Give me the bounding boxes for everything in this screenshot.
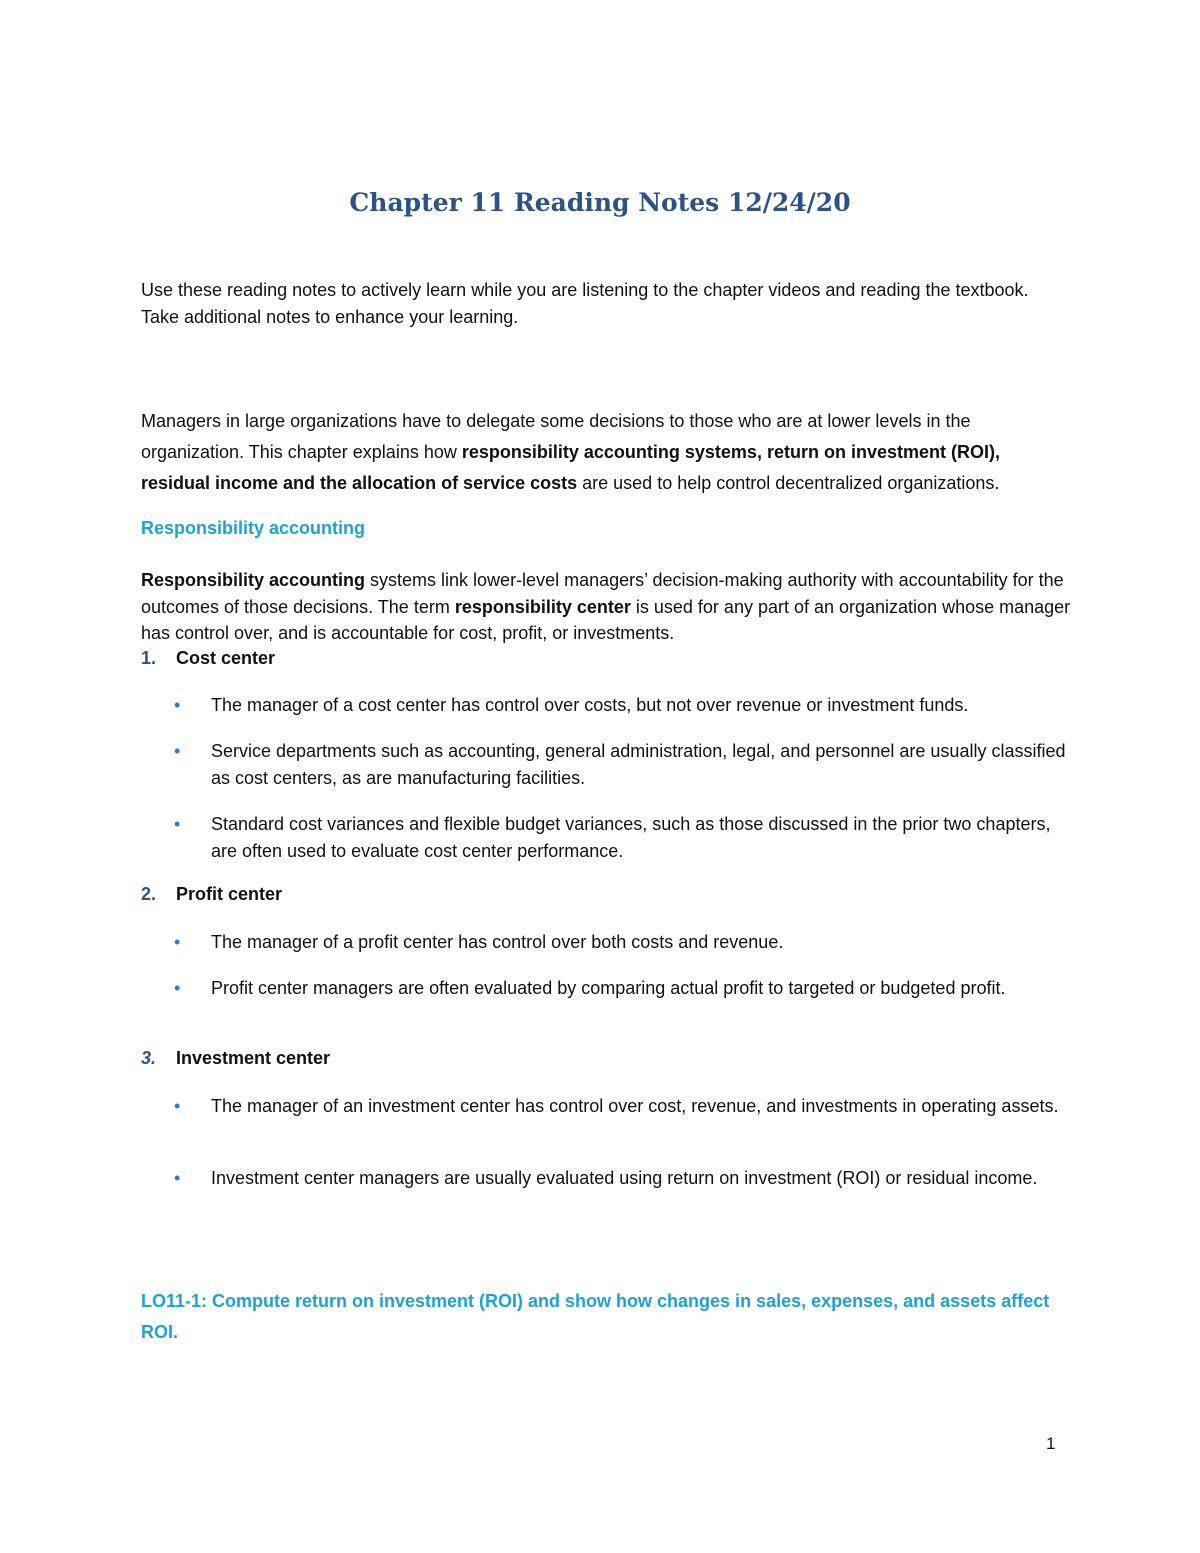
bullet-icon: • (174, 978, 181, 998)
page-title: Chapter 11 Reading Notes 12/24/20 (349, 188, 851, 217)
center-heading-profit (141, 884, 282, 905)
bullet-text: Profit center managers are often evaluated by comparing actual profit to targeted or budgeted profit. (211, 978, 1006, 998)
center-label: Investment center (176, 1048, 331, 1068)
responsibility-paragraph (141, 567, 1071, 647)
learning-objective-heading: LO11-1: Compute return on investment (ROI) and show how changes in sales, expenses, and assets affect ROI. (141, 1291, 1050, 1342)
center-label: Cost center (176, 648, 276, 668)
overview-paragraph (141, 406, 1071, 499)
bullet-icon: • (174, 695, 181, 715)
list-number: 1. (141, 648, 157, 668)
bullet-icon: • (174, 814, 181, 834)
center-heading-cost (141, 648, 275, 669)
bullet-icon: • (174, 1096, 181, 1116)
bullet-icon: • (174, 741, 181, 761)
bullet-text: Service departments such as accounting, general administration, legal, and personnel are usually classified as cost centers, as are manufacturing facilities. (211, 741, 1066, 788)
center-heading-investment (141, 1048, 330, 1069)
overview-text-2: are used to help control decentralized organizations. (577, 473, 1000, 493)
bullet-icon: • (174, 932, 181, 952)
bullet-text: Investment center managers are usually evaluated using return on investment (ROI) or residual income. (211, 1168, 1038, 1188)
resp-bold-2: responsibility center (454, 596, 631, 617)
bullet-text: The manager of a profit center has control over both costs and revenue. (211, 932, 784, 952)
bullet-icon: • (174, 1168, 181, 1188)
resp-text-1: systems link lower-level managers’ decision-making authority with accountability for the outcomes of those decisions. The term (141, 570, 1064, 617)
bullet-text: The manager of a cost center has control over costs, but not over revenue or investment funds. (211, 695, 969, 715)
overview-bold: responsibility accounting systems, return on investment (ROI), residual income and the allocation of service costs (141, 442, 1000, 493)
list-number: 2. (141, 884, 157, 904)
intro-paragraph: Use these reading notes to actively learn while you are listening to the chapter videos and reading the textbook. Take additional notes to enhance your learning. (141, 280, 1029, 327)
list-number: 3. (141, 1048, 157, 1068)
page-number: 1 (1046, 1434, 1056, 1453)
center-label: Profit center (176, 884, 283, 904)
section-heading: Responsibility accounting (141, 518, 366, 538)
bullet-text: The manager of an investment center has control over cost, revenue, and investments in operating assets. (211, 1096, 1059, 1116)
overview-text-1: Managers in large organizations have to delegate some decisions to those who are at lower levels in the organization. This chapter explains how (141, 411, 971, 462)
bullet-text: Standard cost variances and flexible budget variances, such as those discussed in the prior two chapters, are often used to evaluate cost center performance. (211, 814, 1051, 861)
resp-bold-1: Responsibility accounting (141, 570, 366, 590)
resp-text-2: is used for any part of an organization whose manager has control over, and is accountable for cost, profit, or investments. (141, 596, 1071, 643)
